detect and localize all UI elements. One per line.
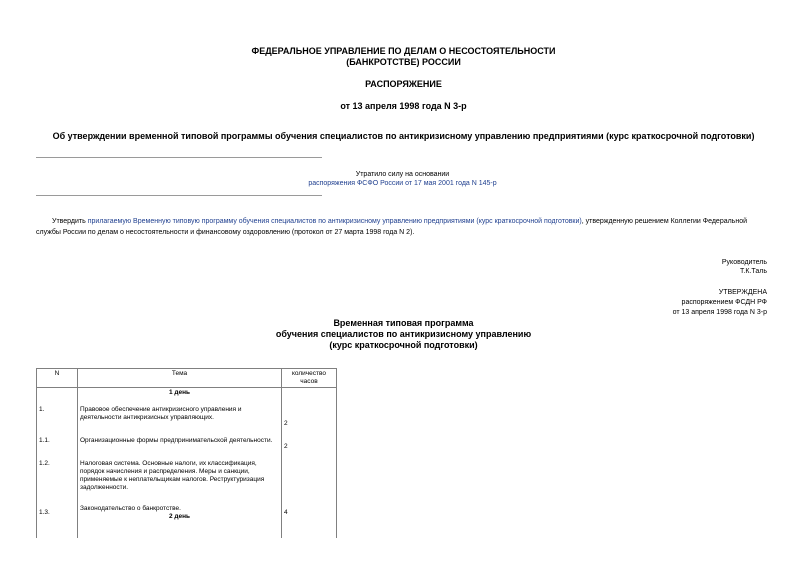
approval-block [673, 288, 767, 318]
approval-line-1: УТВЕРЖДЕНА [718, 289, 767, 296]
issuer-line-1: ФЕДЕРАЛЬНОЕ УПРАВЛЕНИЕ ПО ДЕЛАМ О НЕСОСТОЯТЕЛЬНОСТИ [251, 46, 556, 56]
header-topic: Тема [78, 369, 282, 388]
row-number: 1. [37, 398, 78, 429]
table-row [37, 398, 337, 429]
row-topic-text: Законодательство о банкротстве. [80, 505, 181, 512]
table-row [37, 429, 337, 452]
signature-block [722, 258, 767, 276]
repeal-reference-link[interactable]: распоряжения ФСФО России от 17 мая 2001 года N 145-р [308, 180, 497, 187]
status-note [240, 170, 565, 188]
program-title [0, 318, 807, 351]
header-hours: количество часов [282, 369, 337, 388]
issuer-name [0, 46, 807, 68]
row-hours: 4 [282, 493, 337, 522]
table-header-row [37, 369, 337, 388]
order-suffix: , утвержденную решением Коллегии Федеральной службы России по делам о несостоятельности и финансовому оздоровлению (протокол от 27 марта 1998 года N 2). [36, 218, 748, 236]
status-bottom-divider [36, 195, 322, 196]
status-text: Утратило силу на основании [355, 171, 450, 178]
row-topic: Правовое обеспечение антикризисного управления и деятельности антикризисных управляющих. [78, 398, 282, 429]
approval-line-3: от 13 апреля 1998 года N 3-р [672, 309, 767, 316]
issuer-line-2: (БАНКРОТСТВЕ) РОССИИ [346, 57, 461, 67]
row-topic: Налоговая система. Основные налоги, их классификация, порядок начисления и распределения. Меры и санкции, применяемые к неплательщикам налогов. Реструктуризация задолженности. [78, 452, 282, 493]
status-top-divider [36, 157, 322, 158]
table-row [37, 522, 337, 538]
row-number: 1.1. [37, 429, 78, 452]
program-table [36, 368, 337, 538]
row-topic [78, 493, 282, 522]
row-number: 1.2. [37, 452, 78, 493]
document-type: РАСПОРЯЖЕНИЕ [365, 79, 442, 89]
row-hours: 2 [282, 429, 337, 452]
header-number: N [37, 369, 78, 388]
row-topic: Организационные формы предпринимательской деятельности. [78, 429, 282, 452]
order-paragraph [36, 216, 772, 238]
day-label: 1 день [78, 388, 282, 399]
row-hours: 2 [282, 398, 337, 429]
row-number: 1.3. [37, 493, 78, 522]
signature-role: Руководитель [721, 259, 767, 266]
program-link[interactable]: прилагаемую Временную типовую программу обучения специалистов по антикризисному управлению предприятиями (курс краткосрочной подготовки) [87, 218, 582, 225]
program-title-line-2: обучения специалистов по антикризисному управлению [275, 329, 532, 339]
signature-name: Т.К.Таль [739, 268, 767, 275]
program-title-line-1: Временная типовая программа [333, 318, 474, 328]
program-title-line-3: (курс краткосрочной подготовки) [329, 340, 478, 350]
order-prefix: Утвердить [52, 218, 88, 225]
day-row-1 [37, 388, 337, 399]
approval-line-2: распоряжением ФСДН РФ [681, 299, 767, 306]
row-hours [282, 452, 337, 493]
table-row [37, 452, 337, 493]
document-date-number: от 13 апреля 1998 года N 3-р [340, 101, 467, 111]
table-row [37, 493, 337, 522]
document-title: Об утверждении временной типовой программы обучения специалистов по антикризисному управлению предприятиями (курс краткосрочной подготовки) [52, 131, 755, 141]
day-label: 2 день [168, 513, 191, 520]
